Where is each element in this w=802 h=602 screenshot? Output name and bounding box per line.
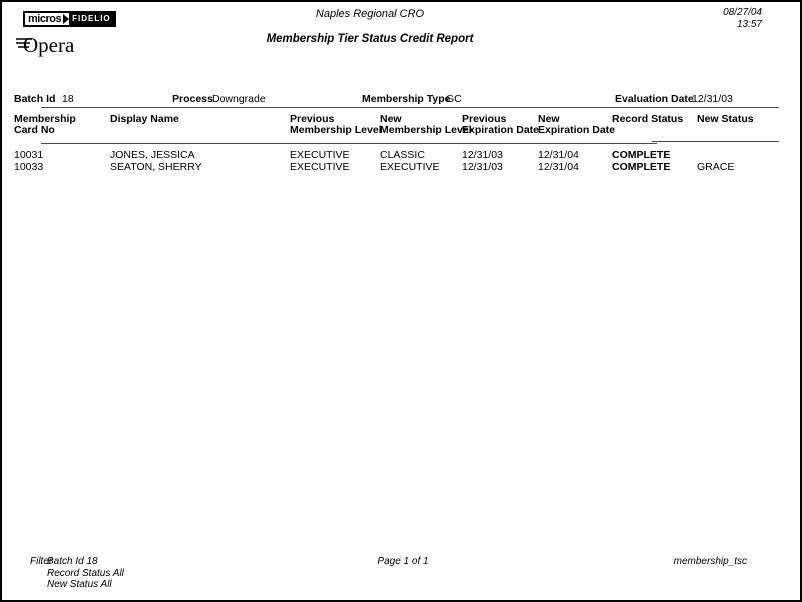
cell-new-exp: 12/31/04: [538, 149, 579, 161]
filter-item: Record Status All: [47, 567, 124, 579]
cell-new-exp: 12/31/04: [538, 161, 579, 173]
column-header: [462, 114, 538, 136]
table-row: [14, 161, 792, 173]
column-header-line2: [612, 125, 697, 136]
column-header: [612, 114, 697, 136]
cell-record-status: COMPLETE: [612, 161, 671, 173]
cell-record-status: COMPLETE: [612, 149, 671, 161]
cell-new-status: GRACE: [697, 161, 735, 173]
divider-header-right: [652, 141, 779, 142]
filter-item: Batch Id 18: [47, 556, 98, 567]
process-label: Process: [172, 93, 213, 105]
print-time: 13:57: [736, 19, 762, 30]
cell-new-level: CLASSIC: [380, 149, 425, 161]
column-header: [697, 114, 792, 136]
cell-prev-level: EXECUTIVE: [290, 161, 350, 173]
membership-type-label: Membership Type: [362, 93, 451, 105]
column-header-line1: New: [538, 113, 560, 125]
membership-type-value: GC: [446, 93, 462, 105]
cell-prev-exp: 12/31/03: [462, 161, 503, 173]
report-title: Membership Tier Status Credit Report: [266, 33, 474, 45]
opera-logo-word: Opera: [23, 33, 75, 57]
column-header-line1: Membership: [14, 113, 76, 125]
column-header: [290, 114, 380, 136]
column-header-line2: [697, 125, 792, 136]
filter-label: Filter: [30, 556, 53, 567]
filter-item: New Status All: [47, 579, 112, 590]
cell-prev-exp: 12/31/03: [462, 149, 503, 161]
cell-display-name: SEATON, SHERRY: [110, 161, 202, 173]
column-header-line2: Expiration Date: [462, 124, 540, 136]
column-header-line2: Membership Level: [380, 124, 472, 136]
column-header-line1: New Status: [697, 113, 754, 125]
fidelio-logo-text: FIDELIO: [69, 13, 114, 25]
report-code: membership_tsc: [673, 556, 747, 567]
table-row: [14, 149, 792, 161]
cell-card-no: 10033: [14, 161, 44, 173]
column-header: [380, 113, 472, 136]
table-header-row: [14, 114, 792, 136]
cell-new-level: EXECUTIVE: [380, 161, 440, 173]
print-datetime: [622, 7, 762, 31]
column-header-line2: Membership Level: [290, 124, 382, 136]
divider-header-left: [41, 143, 657, 144]
cell-card-no: 10031: [14, 149, 44, 161]
column-header-line2: Card No: [14, 124, 55, 136]
column-header-line1: New: [380, 113, 402, 125]
print-date: 08/27/04: [723, 7, 762, 18]
column-header: [14, 114, 110, 136]
column-header: [110, 114, 290, 136]
cell-new-status: [697, 149, 792, 161]
evaluation-date-value: 12/31/03: [692, 93, 733, 105]
process-value: Downgrade: [212, 93, 266, 105]
evaluation-date-label: Evaluation Date: [615, 93, 694, 105]
column-header: [538, 113, 616, 136]
micros-logo-text: micros: [25, 13, 62, 25]
column-header-line2: Expiration Date: [538, 124, 616, 136]
column-header-line1: Record Status: [612, 113, 684, 125]
page-number: Page 1 of 1: [377, 556, 429, 567]
batch-id-value: 18: [62, 93, 74, 105]
cell-prev-level: EXECUTIVE: [290, 149, 350, 161]
column-header-line2: [110, 125, 290, 136]
property-name: Naples Regional CRO: [315, 8, 425, 20]
cell-display-name: JONES, JESSICA: [110, 149, 195, 161]
column-header-line1: Previous: [462, 113, 507, 125]
batch-id-label: Batch Id: [14, 93, 56, 105]
table-body: [14, 149, 792, 173]
column-header-line1: Previous: [290, 113, 335, 125]
column-header-line1: Display Name: [110, 113, 179, 125]
divider-parameters: [41, 107, 779, 108]
